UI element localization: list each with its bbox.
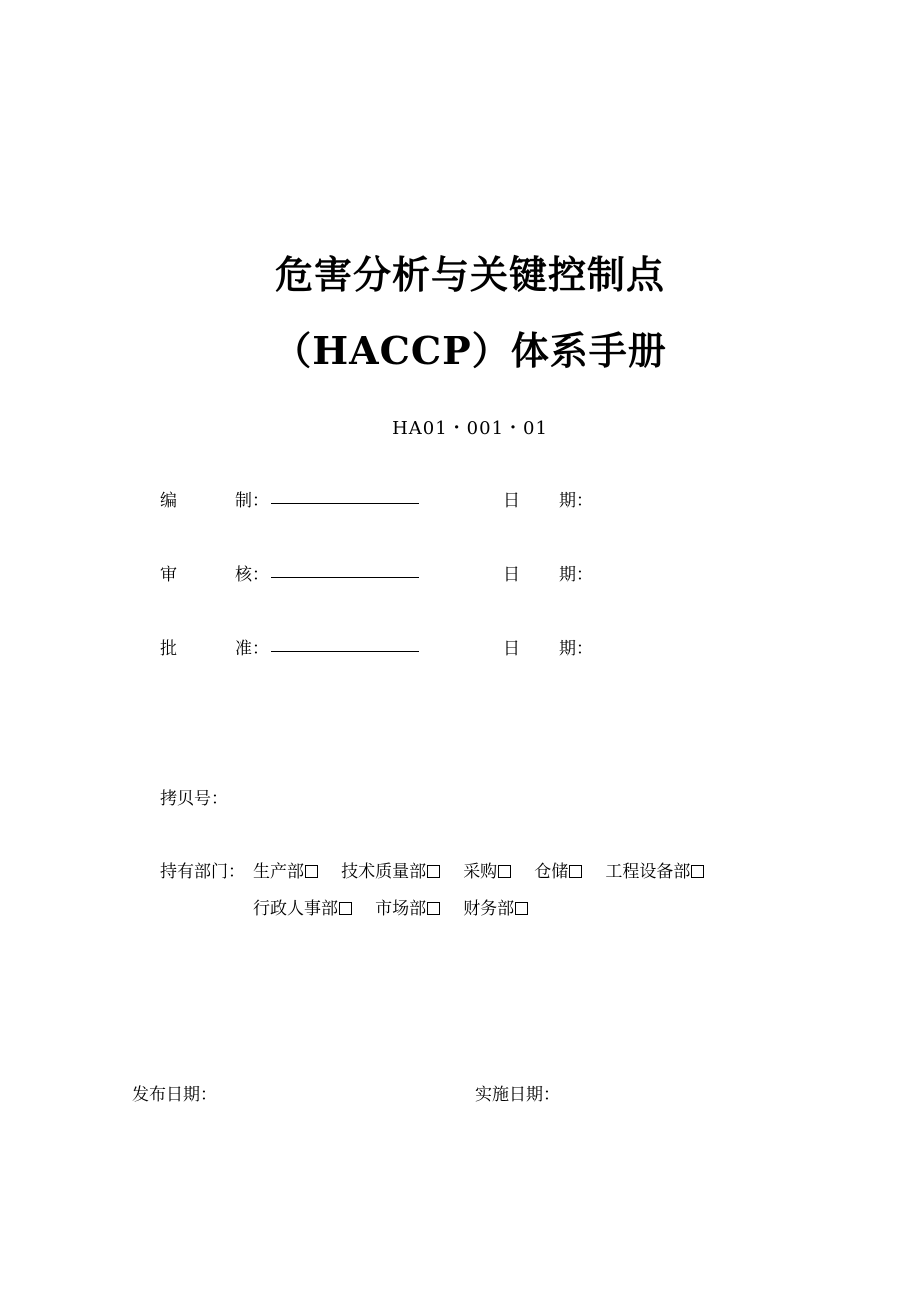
department-row-1: [253, 857, 704, 882]
department-name: 采购: [463, 862, 498, 882]
role-char2: 核：: [235, 565, 269, 585]
department-checkbox-item[interactable]: [253, 894, 352, 919]
department-checkbox-item[interactable]: [463, 857, 511, 882]
department-name: 工程设备部: [605, 862, 691, 882]
copy-number-label: 拷贝号：: [160, 789, 228, 809]
checkbox-icon[interactable]: [305, 865, 318, 878]
department-name: 生产部: [253, 862, 304, 882]
checkbox-icon[interactable]: [691, 865, 704, 878]
checkbox-icon[interactable]: [569, 865, 582, 878]
checkbox-icon[interactable]: [515, 902, 528, 915]
role-char1: 审: [160, 565, 177, 585]
date-char1: 日: [503, 639, 520, 659]
department-name: 技术质量部: [341, 862, 427, 882]
signature-line-approve[interactable]: [271, 651, 419, 652]
checkbox-icon[interactable]: [339, 902, 352, 915]
role-char1: 批: [160, 639, 177, 659]
checkbox-icon[interactable]: [427, 902, 440, 915]
department-name: 仓储: [534, 862, 569, 882]
department-checkbox-item[interactable]: [253, 857, 318, 882]
department-checkbox-item[interactable]: [375, 894, 440, 919]
date-char1: 日: [503, 491, 520, 511]
date-char2: 期：: [559, 565, 593, 585]
department-row-2: [253, 894, 528, 919]
holding-departments-label: 持有部门：: [160, 862, 245, 882]
signature-line-compile[interactable]: [271, 503, 419, 504]
role-char2: 制：: [235, 491, 269, 511]
date-char1: 日: [503, 565, 520, 585]
department-name: 行政人事部: [253, 899, 338, 919]
role-char1: 编: [160, 491, 177, 511]
checkbox-icon[interactable]: [498, 865, 511, 878]
signature-line-review[interactable]: [271, 577, 419, 578]
document-code: HA01・001・01: [392, 418, 548, 439]
document-title-line1: 危害分析与关键控制点: [274, 252, 665, 297]
date-char2: 期：: [559, 639, 593, 659]
department-checkbox-item[interactable]: [341, 857, 440, 882]
department-name: 市场部: [375, 899, 427, 919]
department-checkbox-item[interactable]: [534, 857, 582, 882]
effective-date-label: 实施日期：: [475, 1085, 560, 1105]
checkbox-icon[interactable]: [427, 865, 440, 878]
department-checkbox-item[interactable]: [605, 857, 704, 882]
department-checkbox-item[interactable]: [463, 894, 528, 919]
document-title-line2: （HACCP）体系手册: [273, 328, 667, 373]
release-date-label: 发布日期：: [132, 1085, 217, 1105]
date-char2: 期：: [559, 491, 593, 511]
role-char2: 准：: [235, 639, 269, 659]
department-name: 财务部: [463, 899, 515, 919]
